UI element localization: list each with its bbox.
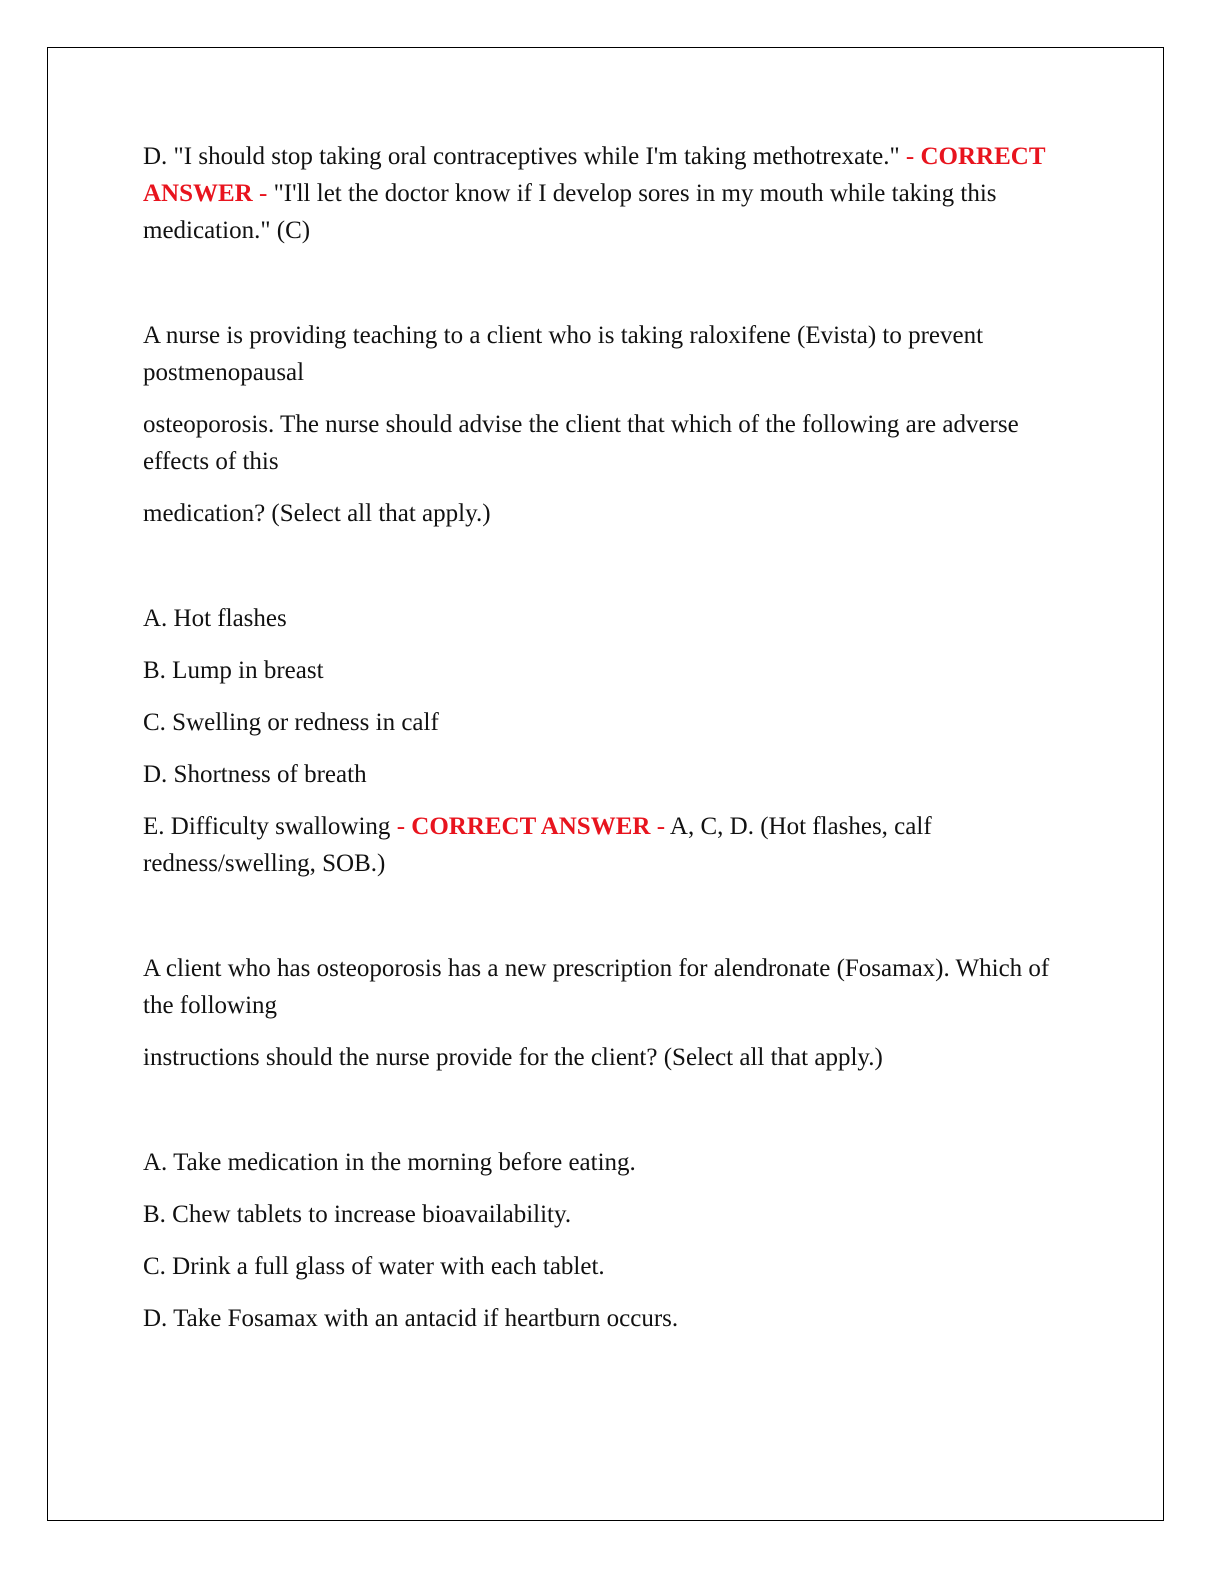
question-3-line-2: instructions should the nurse provide for the client? (Select all that apply.) <box>143 1044 883 1071</box>
question-3-option-c: C. Drink a full glass of water with each tablet. <box>143 1253 605 1280</box>
question-3-option-d: D. Take Fosamax with an antacid if heartburn occurs. <box>143 1305 679 1332</box>
document-content <box>143 138 1058 1352</box>
spacer <box>143 264 1058 317</box>
dash-after: - <box>252 180 274 207</box>
option-e-text: E. Difficulty swallowing <box>143 813 391 840</box>
answer-text: "I'll let the doctor know if I develop sores in my mouth while taking this medication." (C) <box>143 180 997 244</box>
option-d-text: D. "I should stop taking oral contraceptives while I'm taking methotrexate." <box>143 143 900 170</box>
question-3-option-a: A. Take medication in the morning before eating. <box>143 1149 636 1176</box>
question-2-option-a: A. Hot flashes <box>143 605 287 632</box>
question-2-option-b: B. Lump in breast <box>143 657 324 684</box>
question-3-option-b: B. Chew tablets to increase bioavailability. <box>143 1201 572 1228</box>
question-2-line-2: osteoporosis. The nurse should advise the client that which of the following are adverse effects of this <box>143 411 1019 475</box>
question-2-option-d: D. Shortness of breath <box>143 761 367 788</box>
correct-answer-label: CORRECT ANSWER <box>143 143 1046 207</box>
question-2-option-c: C. Swelling or redness in calf <box>143 709 439 736</box>
question-3-line-1: A client who has osteoporosis has a new prescription for alendronate (Fosamax). Which of the following <box>143 955 1050 1019</box>
dash-after: - <box>650 813 670 840</box>
question-2-line-3: medication? (Select all that apply.) <box>143 500 491 527</box>
spacer <box>143 547 1058 600</box>
dash-before: - <box>899 143 921 170</box>
prev-question-answer <box>143 138 1058 249</box>
question-2-line-1: A nurse is providing teaching to a client who is taking raloxifene (Evista) to prevent postmenopausal <box>143 322 984 386</box>
dash-before: - <box>390 813 412 840</box>
question-2-option-e-answer <box>143 808 1058 882</box>
answer-text: A, C, D. (Hot flashes, calf redness/swelling, SOB.) <box>143 813 932 877</box>
correct-answer-label: CORRECT ANSWER <box>411 813 651 840</box>
spacer <box>143 1091 1058 1144</box>
spacer <box>143 897 1058 950</box>
